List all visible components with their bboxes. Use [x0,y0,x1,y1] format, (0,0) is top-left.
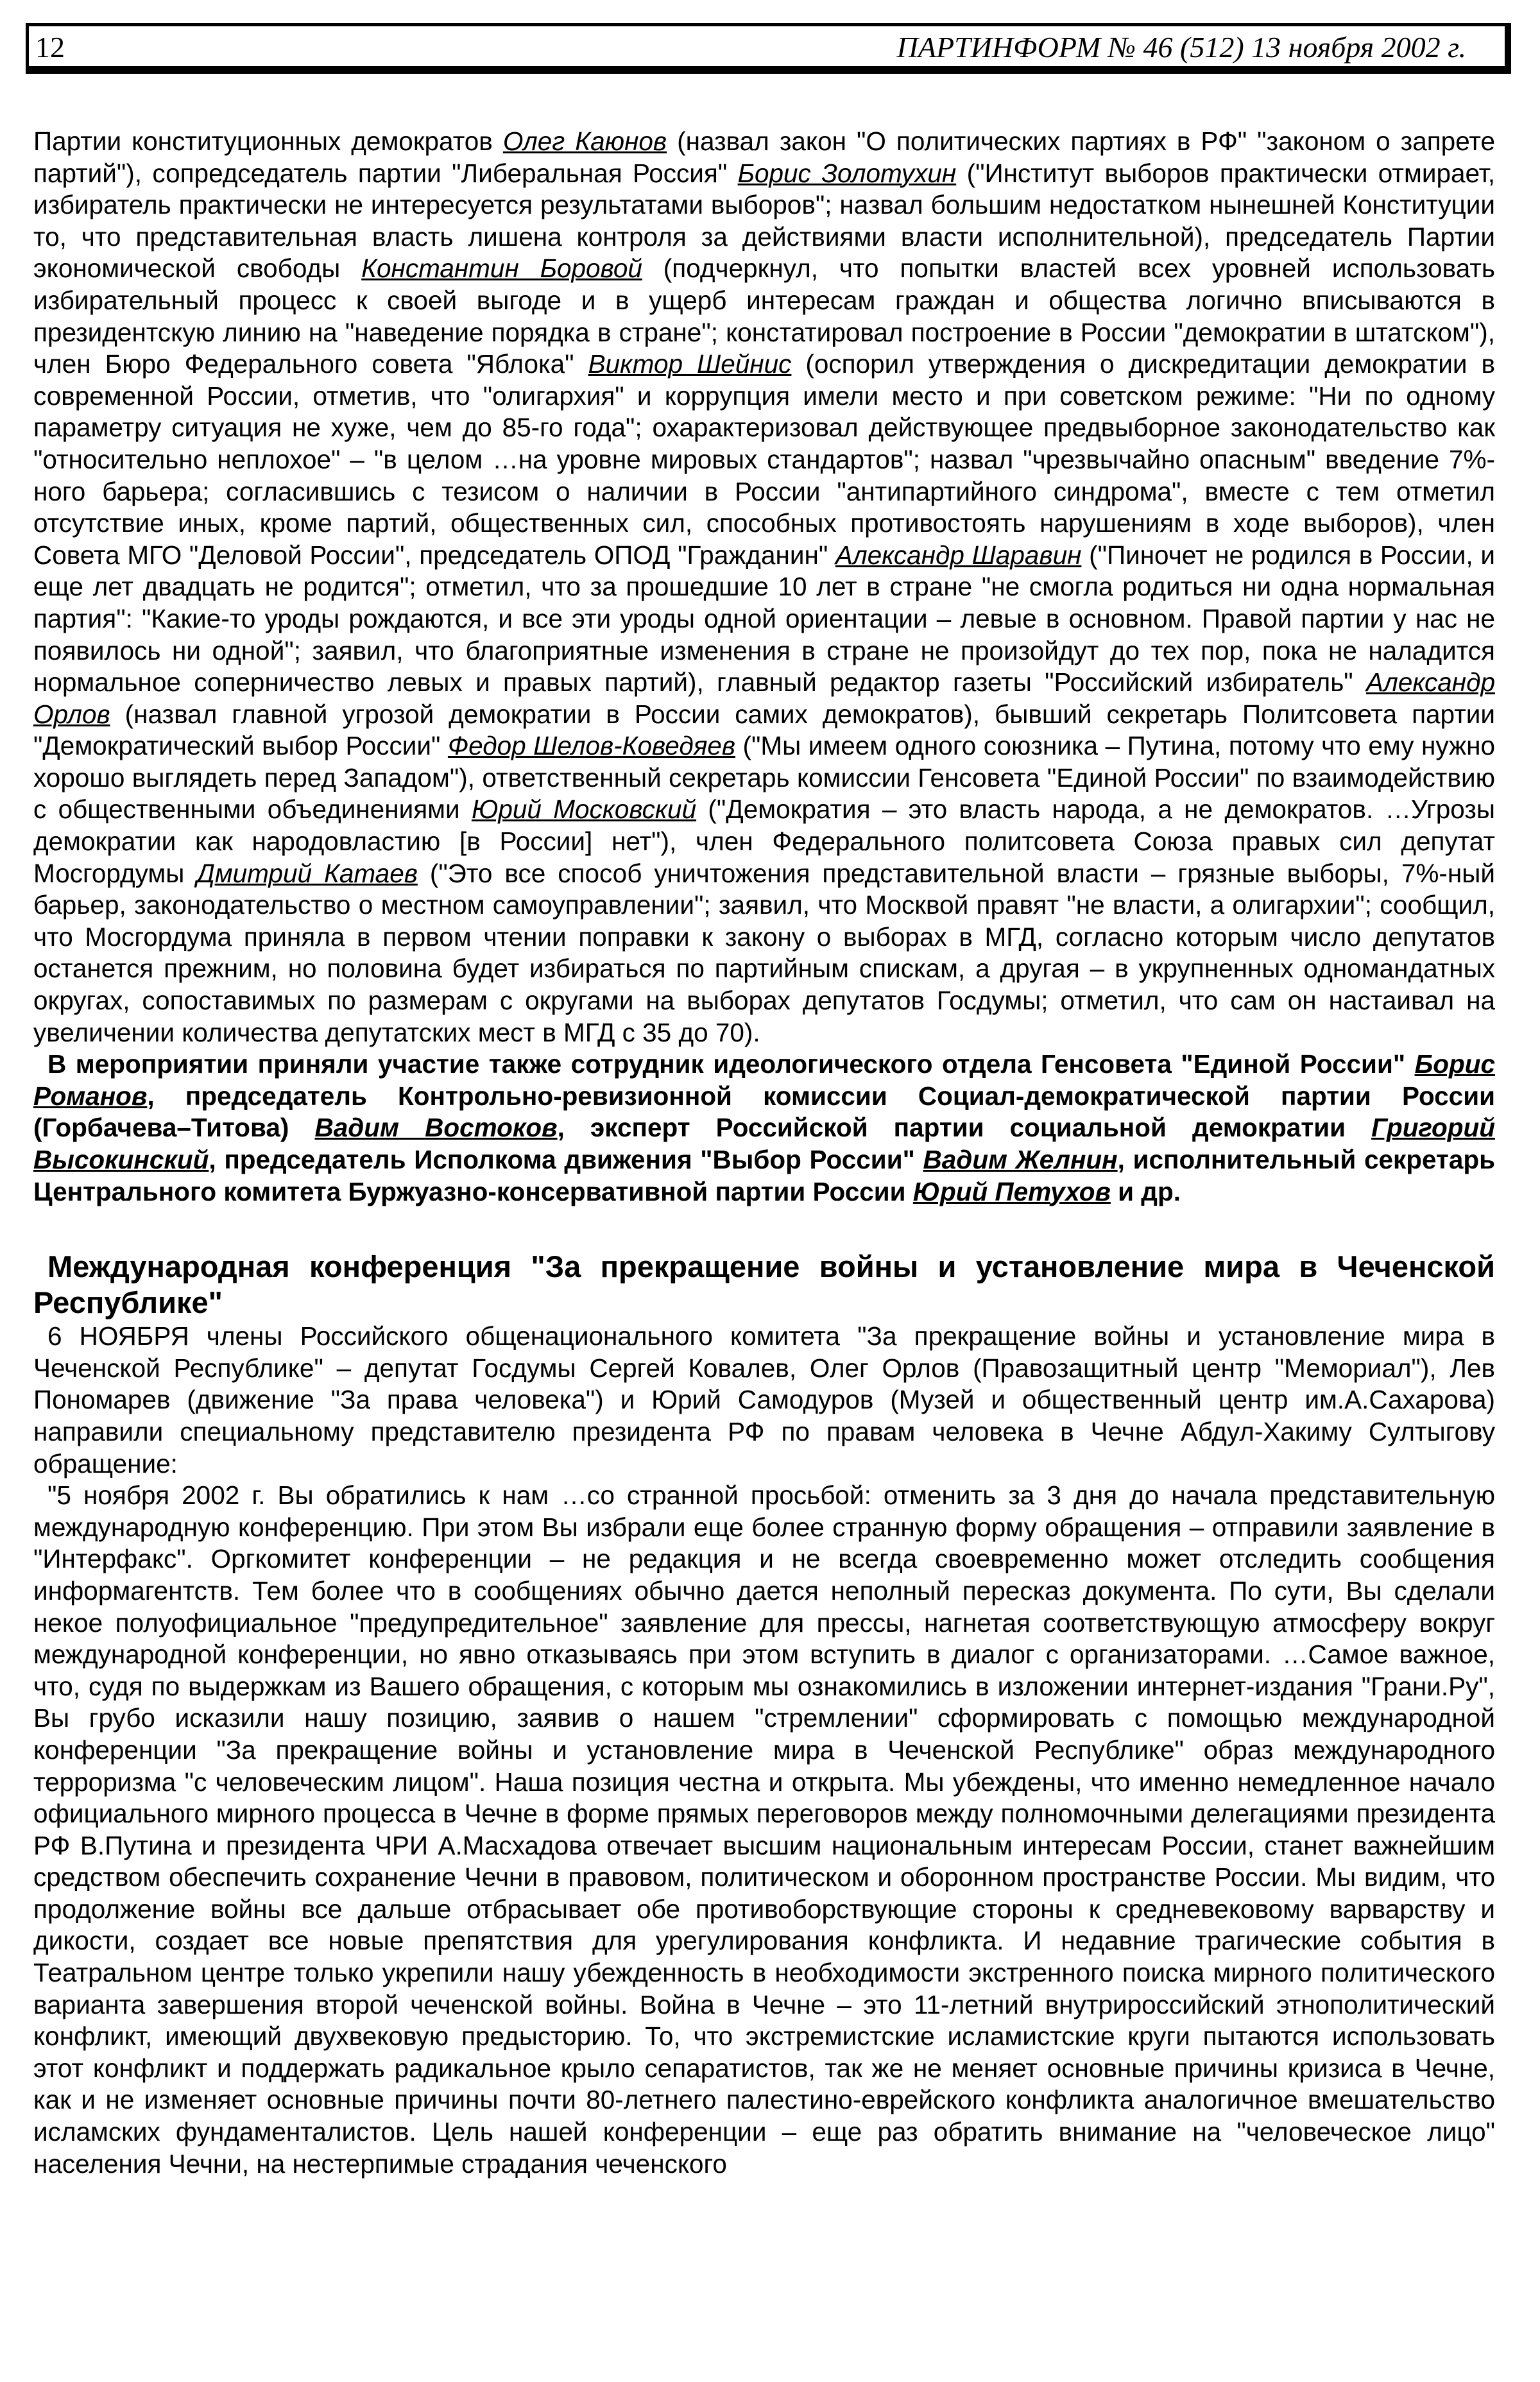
text-segment: ("Мы имеем одного союзника – Путина, потому что ему нужно хорошо выглядеть перед Западом"), ответственный секретарь комиссии Генсовета "Единой России" по взаимодействию с общественными объединениями [33,731,1496,825]
text-segment: ("Институт выборов практически отмирает, избиратель практически не интересуется результатами выборов"; назвал большим недостатком нынешней Конституции то, что представительная власть лишена контроля за действиями власти исполнительной), председатель Партии экономической свободы [33,158,1495,284]
article-paragraph [33,126,1495,1049]
text-segment: (назвал закон "О политических партиях в РФ" "законом о запрете партий"), сопредседатель партии "Либеральная Россия" [33,126,1496,188]
text-segment: и др. [1110,1176,1181,1206]
text-segment: , эксперт Российской партии социальной демократии [557,1113,1372,1143]
participants-paragraph [33,1049,1495,1208]
text-segment: (назвал главной угрозой демократии в России самих демократов), бывший секретарь Политсовета партии "Демократический выбор России" [33,699,1495,761]
person-name: Александр Шаравин [835,540,1082,570]
text-segment: (оспорил утверждения о дискредитации демократии в современной России, отметив, что "олигархия" и коррупция имели место и при советском режиме: "Ни по одному параметру ситуация не хуже, чем до 85-го года"; охарактеризовал действующее предвыборное законодательство как "относительно неплохое" – "в целом …на уровне мировых стандартов"; назвал "чрезвычайно опасным" введение 7%-ного барьера; согласившись с тезисом о наличии в России "антипартийного синдрома", вместе с тем отметил отсутствие иных, кроме партий, общественных сил, способных противостоять нарушениям в ходе выборов), член Совета МГО "Деловой России", председатель ОПОД "Гражданин" [33,349,1495,570]
text-segment: , исполнительный секретарь Центрального комитета Буржуазно-консервативной партии России [33,1145,1496,1206]
section-heading: Международная конференция "За прекращение войны и установление мира в Чеченской Республике" [33,1249,1495,1320]
person-name: Олег Каюнов [502,126,667,156]
person-name: Константин Боровой [361,253,642,284]
person-name: Виктор Шейнис [588,349,792,379]
person-name: Борис Золотухин [737,158,957,188]
text-segment: ("Это все способ уничтожения представительной власти – грязные выборы, 7%-ный барьер, законодательство о местном самоуправлении"; заявил, что Москвой правят "не власти, а олигархии"; сообщил, что Мосгордума приняла в первом чтении поправки к закону о выборах в МГД, согласно которым число депутатов останется прежним, но половина будет избираться по партийным спискам, а другая – в укрупненных одномандатных округах, сопоставимых по размерам с округами на выборах депутатов Госдумы; отметил, что сам он настаивал на увеличении количества депутатских мест в МГД с 35 до 70). [33,858,1495,1047]
section-paragraph: 6 НОЯБРЯ члены Российского общенационального комитета "За прекращение войны и установление мира в Чеченской Республике" – депутат Госдумы Сергей Ковалев, Олег Орлов (Правозащитный центр "Мемориал"), Лев Пономарев (движение "За права человека") и Юрий Самодуров (Музей и общественный центр им.А.Сахарова) направили специальному представителю президента РФ по правам человека в Чечне Абдул-Хакиму Султыгову обращение: [33,1321,1495,1478]
text-segment: Партии конституционных демократов [33,126,503,156]
person-name: Григорий Высокинский [33,1113,1495,1174]
person-name: Дмитрий Катаев [196,858,418,888]
person-name: Вадим Востоков [314,1113,558,1143]
person-name: Александр Орлов [33,667,1495,729]
page-number: 12 [35,31,65,64]
person-name: Борис Романов [33,1049,1495,1111]
text-segment: , председатель Исполкома движения "Выбор России" [209,1145,923,1174]
text-segment: ("Пиночет не родился в России, и еще лет двадцать не родится"; отметил, что за прошедшие 10 лет в стране "не смогла родиться ни одна нормальная партия": "Какие-то уроды рождаются, и все эти уроды одной ориентации – левые в основном. Правой партии у нас не появилось ни одной"; заявил, что благоприятные изменения в стране не произойдут до тех пор, пока не наладится нормальное соперничество левых и правых партий), главный редактор газеты "Российский избиратель" [33,540,1495,698]
party-statements [33,126,1495,1208]
text-segment: (подчеркнул, что попытки властей всех уровней использовать избирательный процесс к своей выгоде и в ущерб интересам граждан и общества логично вписываются в президентскую линию на "наведение порядка в стране"; констатировал построение в России "демократии в штатском"), член Бюро Федерального совета "Яблока" [33,253,1495,379]
appeal-text: "5 ноября 2002 г. Вы обратились к нам …со странной просьбой: отменить за 3 дня до начала представительную международную конференцию. При этом Вы избрали еще более странную форму обращения – отправили заявление в "Интерфакс". Оргкомитет конференции – не редакция и не всегда своевременно может отследить сообщения информагентств. Тем более что в сообщениях обычно дается неполный пересказ документа. По сути, Вы сделали некое полуофициальное "предупредительное" заявление для прессы, нагнетая соответствующую атмосферу вокруг международной конференции, но явно отказываясь при этом вступить в диалог с организаторами. …Самое важное, что, судя по выдержкам из Вашего обращения, с которым мы ознакомились в изложении интернет-издания "Грани.Ру", Вы грубо исказили нашу позицию, заявив о нашем "стремлении" сформировать с помощью международной конференции "За прекращение войны и установление мира в Чеченской Республике" образ международного терроризма "с человеческим лицом". Наша позиция честна и открыта. Мы убеждены, что именно немедленное начало официального мирного процесса в Чечне в форме прямых переговоров между полномочными делегациями президента РФ В.Путина и президента ЧРИ А.Масхадова отвечает высшим национальным интересам России, станет важнейшим средством обеспечить сохранение Чечни в правовом, политическом и оборонном пространстве России. Мы видим, что продолжение войны все дальше отбрасывает обе противоборствующие стороны к средневековому варварству и дикости, создает все новые препятствия для урегулирования конфликта. И недавние трагические события в Театральном центре только укрепили нашу убежденность в необходимости экстренного поиска мирного политического варианта завершения второй чеченской войны. Война в Чечне – это 11-летний внутрироссийский этнополитический конфликт, имеющий двухвековую предысторию. То, что экстремистские исламистские круги пытаются использовать этот конфликт и поддержать радикальное крыло сепаратистов, так же не меняет основные причины кризиса в Чечне, как и не изменяет основные причины почти 80-летнего палестино-еврейского конфликта аналогичное вмешательство исламских фундаменталистов. Цель нашей конференции – еще раз обратить внимание на "человеческое лицо" населения Чечни, на нестерпимые страдания чеченского [33,1480,1495,2179]
text-segment: ("Демократия – это власть народа, а не демократов. …Угрозы демократии как народовластию [в России] нет"), член Федерального политсовета Союза правых сил депутат Мосгордумы [33,794,1495,888]
person-name: Юрий Петухов [912,1176,1111,1206]
page-header [26,23,1511,74]
article-body [33,126,1495,2180]
person-name: Вадим Желнин [923,1145,1118,1174]
text-segment: В мероприятии приняли участие также сотрудник идеологического отдела Генсовета "Единой России" [47,1049,1415,1079]
person-name: Юрий Московский [471,794,697,825]
person-name: Федор Шелов-Коведяев [447,731,736,761]
publication-title: ПАРТИНФОРМ № 46 (512) 13 ноября 2002 г. [896,31,1466,64]
text-segment: , председатель Контрольно-ревизионной комиссии Социал-демократической партии России (Горбачева–Титова) [33,1081,1495,1143]
